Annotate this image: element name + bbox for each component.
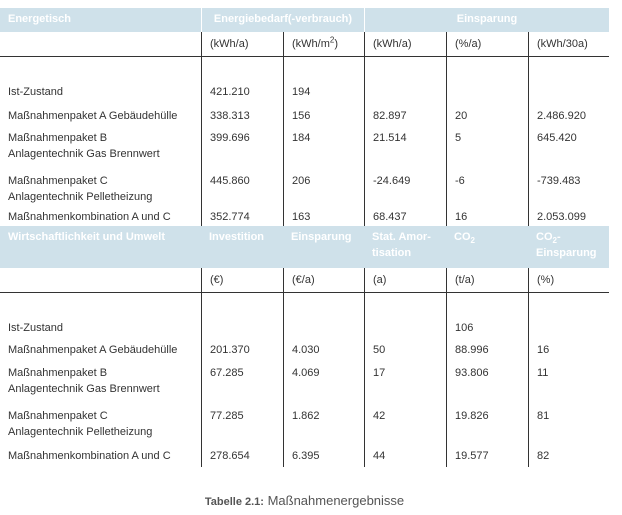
unit-cell: (kWh/a)	[364, 32, 446, 56]
value-cell: -739.483	[528, 170, 609, 206]
table-row	[0, 317, 609, 339]
energy-savings-group-header: Einsparung	[364, 8, 609, 32]
value-cell: 4.030	[283, 339, 364, 362]
unit-cell: (€/a)	[283, 268, 364, 292]
energy-header-row	[0, 8, 609, 32]
economy-header-label: Wirtschaftlichkeit und Umwelt	[8, 231, 165, 243]
caption-label: Tabelle 2.1:	[204, 496, 264, 508]
table-row	[0, 405, 609, 445]
value-cell: 11	[528, 362, 609, 405]
value-cell	[446, 81, 528, 105]
unit-cell: (%/a)	[446, 32, 528, 56]
value-cell: 6.395	[283, 445, 364, 467]
energy-demand-group-header: Energiebedarf(-verbrauch)	[201, 8, 364, 32]
value-cell: 67.285	[201, 362, 283, 405]
value-cell	[283, 317, 364, 339]
value-cell: 206	[283, 170, 364, 206]
value-cell: 77.285	[201, 405, 283, 445]
value-cell: 163	[283, 206, 364, 226]
energy-units-row	[0, 32, 609, 57]
value-cell: 1.862	[283, 405, 364, 445]
table-caption	[0, 493, 609, 508]
unit-cell: $(kWh/m^2)$	[283, 32, 364, 56]
value-cell	[528, 317, 609, 339]
value-cell: 17	[364, 362, 446, 405]
row-label: Maßnahmenpaket A Gebäudehülle	[8, 344, 178, 356]
results-table	[0, 8, 609, 467]
value-cell: 421.210	[201, 81, 283, 105]
value-cell	[201, 317, 283, 339]
energy-header-label: Energetisch	[8, 13, 71, 25]
value-cell: 278.654	[201, 445, 283, 467]
value-cell: 82	[528, 445, 609, 467]
economy-header-row	[0, 226, 609, 268]
value-cell	[364, 81, 446, 105]
row-label: Maßnahmenpaket A Gebäudehülle	[8, 110, 178, 122]
value-cell: 68.437	[364, 206, 446, 226]
value-cell: 352.774	[201, 206, 283, 226]
value-cell: 50	[364, 339, 446, 362]
investment-header: Investition	[209, 231, 265, 243]
value-cell: 16	[528, 339, 609, 362]
unit-cell: (kWh/30a)	[528, 32, 609, 56]
cost-savings-header: Einsparung	[291, 231, 352, 243]
unit-cell: (€)	[201, 268, 283, 292]
spacer-row	[0, 293, 609, 317]
table-row	[0, 81, 609, 105]
caption-text: Maßnahmenergebnisse	[267, 493, 405, 508]
co2-savings-header: $CO_2-$ Einsparung	[536, 231, 597, 259]
value-cell: 16	[446, 206, 528, 226]
unit-cell: (a)	[364, 268, 446, 292]
value-cell	[528, 81, 609, 105]
value-cell: 88.996	[446, 339, 528, 362]
row-label: Ist-Zustand	[8, 86, 64, 98]
row-label: Maßnahmenpaket B Anlagentechnik Gas Brennwert	[8, 132, 160, 160]
value-cell: 93.806	[446, 362, 528, 405]
economy-units-row	[0, 268, 609, 293]
value-cell: 21.514	[364, 127, 446, 170]
table-row	[0, 105, 609, 127]
co2-header: $CO_2$	[454, 231, 475, 246]
value-cell: 645.420	[528, 127, 609, 170]
value-cell: 5	[446, 127, 528, 170]
value-cell: 82.897	[364, 105, 446, 127]
value-cell: 201.370	[201, 339, 283, 362]
value-cell: -6	[446, 170, 528, 206]
value-cell: 399.696	[201, 127, 283, 170]
unit-cell: (t/a)	[446, 268, 528, 292]
table-row	[0, 127, 609, 170]
spacer-row	[0, 57, 609, 81]
value-cell: 156	[283, 105, 364, 127]
value-cell: 42	[364, 405, 446, 445]
value-cell: 2.053.099	[528, 206, 609, 226]
value-cell: 81	[528, 405, 609, 445]
value-cell: 194	[283, 81, 364, 105]
row-label: Maßnahmenpaket B Anlagentechnik Gas Brennwert	[8, 367, 160, 395]
unit-cell: (kWh/a)	[201, 32, 283, 56]
value-cell: 106	[446, 317, 528, 339]
table-row	[0, 362, 609, 405]
value-cell: 184	[283, 127, 364, 170]
value-cell: 20	[446, 105, 528, 127]
row-label: Maßnahmenkombination A und C	[8, 450, 171, 462]
row-label: Maßnahmenpaket C Anlagentechnik Pelletheizung	[8, 410, 153, 438]
amortisation-header: Stat. Amor- tisation	[372, 231, 431, 259]
value-cell: 4.069	[283, 362, 364, 405]
table-row	[0, 206, 609, 226]
value-cell: 445.860	[201, 170, 283, 206]
value-cell: 19.577	[446, 445, 528, 467]
table-row	[0, 445, 609, 467]
row-label: Maßnahmenkombination A und C	[8, 211, 171, 223]
table-row	[0, 170, 609, 206]
value-cell: 338.313	[201, 105, 283, 127]
unit-cell: (%)	[528, 268, 609, 292]
value-cell: 44	[364, 445, 446, 467]
value-cell: -24.649	[364, 170, 446, 206]
row-label: Maßnahmenpaket C Anlagentechnik Pelletheizung	[8, 175, 153, 203]
table-row	[0, 339, 609, 362]
value-cell: 19.826	[446, 405, 528, 445]
value-cell: 2.486.920	[528, 105, 609, 127]
row-label: Ist-Zustand	[8, 322, 64, 334]
value-cell	[364, 317, 446, 339]
